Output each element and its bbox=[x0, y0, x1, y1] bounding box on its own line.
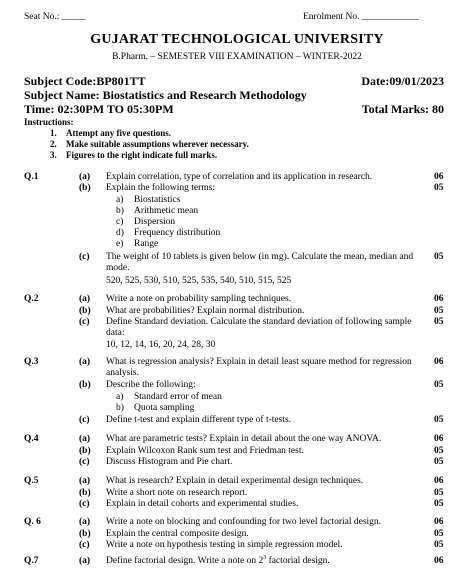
question-text: Write a note on hypothesis testing in simple regression model. bbox=[106, 540, 343, 550]
sub-label: (a) bbox=[79, 517, 91, 527]
question-text: Write a note on probability sampling techniques. bbox=[106, 294, 292, 304]
sub-label: (a) bbox=[79, 434, 91, 444]
sub-label: (c) bbox=[79, 540, 90, 550]
question-text: The weight of 10 tablets is given below (in mg). Calculate the mean, median and mode. bbox=[106, 252, 414, 273]
sub-label: (b) bbox=[79, 380, 91, 390]
marks: 05 bbox=[434, 457, 444, 467]
seat-number: Seat No.: _____ bbox=[24, 12, 86, 22]
subject-code-row bbox=[24, 74, 444, 89]
marks: 06 bbox=[434, 476, 444, 486]
sub-label: (a) bbox=[79, 294, 91, 304]
sub-label: (a) bbox=[79, 357, 91, 367]
marks: 05 bbox=[434, 499, 444, 509]
sub-label: (b) bbox=[79, 488, 91, 498]
total-marks: Total Marks: 80 bbox=[361, 102, 444, 116]
sub-label: (c) bbox=[79, 317, 90, 327]
question-text: Discuss Histogram and Pie chart. bbox=[106, 457, 233, 467]
marks: 05 bbox=[434, 252, 444, 262]
marks: 06 bbox=[434, 294, 444, 304]
marks: 06 bbox=[434, 517, 444, 527]
marks: 05 bbox=[434, 183, 444, 193]
question-text: Explain the following terms: bbox=[106, 183, 215, 193]
marks: 06 bbox=[434, 172, 444, 182]
sub-label: (a) bbox=[79, 172, 91, 182]
sub-label: (c) bbox=[79, 252, 90, 262]
question-text: Write a short note on research report. bbox=[106, 488, 248, 498]
exam-date: Date:09/01/2023 bbox=[361, 74, 444, 88]
subject-code: Subject Code:BP801TT bbox=[24, 74, 146, 88]
term-item: a) Standard error of mean bbox=[116, 392, 222, 402]
question-label: Q.2 bbox=[24, 294, 39, 304]
question-text: Explain Wilcoxon Rank sum test and Friedman test. bbox=[106, 446, 304, 456]
question-text: Explain in detail cohorts and experimental studies. bbox=[106, 499, 299, 509]
question-label: Q. 6 bbox=[24, 517, 41, 527]
question-label: Q.3 bbox=[24, 357, 39, 367]
marks: 05 bbox=[434, 306, 444, 316]
question-text: What are probabilities? Explain normal distribution. bbox=[106, 306, 305, 316]
question-text: Explain the central composite design. bbox=[106, 529, 249, 539]
instruction-item: 2. Make suitable assumptions wherever necessary. bbox=[50, 139, 249, 149]
instruction-item: 3. Figures to the right indicate full marks. bbox=[50, 150, 218, 160]
sub-label: (c) bbox=[79, 499, 90, 509]
term-item: b) Quota sampling bbox=[116, 403, 195, 413]
marks: 05 bbox=[434, 446, 444, 456]
time-row bbox=[24, 102, 444, 117]
marks: 06 bbox=[434, 357, 444, 367]
sub-label: (c) bbox=[79, 415, 90, 425]
marks: 05 bbox=[434, 529, 444, 539]
data-values: 520, 525, 530, 510, 525, 535, 540, 510, 515, 525 bbox=[106, 276, 292, 286]
sub-label: (b) bbox=[79, 446, 91, 456]
instruction-item: 1. Attempt any five questions. bbox=[50, 128, 171, 138]
question-label: Q.5 bbox=[24, 476, 39, 486]
question-label: Q.1 bbox=[24, 172, 39, 182]
exam-time: Time: 02:30PM TO 05:30PM bbox=[24, 102, 174, 116]
subject-name-row bbox=[24, 88, 444, 103]
enrolment-number: Enrolment No. ____________ bbox=[303, 12, 419, 22]
term-item: e) Range bbox=[116, 239, 159, 249]
question-text: Define t-test and explain different type of t-tests. bbox=[106, 415, 292, 425]
term-item: c) Dispersion bbox=[116, 217, 176, 227]
question-label: Q.7 bbox=[24, 556, 39, 566]
marks: 06 bbox=[434, 434, 444, 444]
marks: 06 bbox=[434, 556, 444, 566]
question-text: Define factorial design. Write a note on $2^3$ factorial design. bbox=[106, 554, 330, 566]
sub-label: (a) bbox=[79, 556, 91, 566]
question-text: Describe the following: bbox=[106, 380, 196, 390]
term-item: b) Arithmetic mean bbox=[116, 206, 199, 216]
sub-label: (b) bbox=[79, 183, 91, 193]
marks: 05 bbox=[434, 415, 444, 425]
question-text: Define Standard deviation. Calculate the standard deviation of following sample data: bbox=[106, 317, 412, 338]
question-text: What are parametric tests? Explain in detail about the one way ANOVA. bbox=[106, 434, 382, 444]
question-text: What is regression analysis? Explain in detail least square method for regression analysis. bbox=[106, 357, 412, 378]
subject-name: Subject Name: Biostatistics and Research Methodology bbox=[24, 88, 307, 102]
sub-label: (c) bbox=[79, 457, 90, 467]
marks: 05 bbox=[434, 380, 444, 390]
question-text: What is research? Explain in detail experimental design techniques. bbox=[106, 476, 364, 486]
question-text: Explain correlation, type of correlation and its application in research. bbox=[106, 172, 373, 182]
question-text: Write a note on blocking and confounding for two level factorial design. bbox=[106, 517, 382, 527]
sub-label: (b) bbox=[79, 529, 91, 539]
marks: 05 bbox=[434, 488, 444, 498]
term-item: a) Biostatistics bbox=[116, 195, 181, 205]
sub-label: (b) bbox=[79, 306, 91, 316]
university-title: GUJARAT TECHNOLOGICAL UNIVERSITY bbox=[90, 32, 384, 47]
question-label: Q.4 bbox=[24, 434, 39, 444]
exam-title: B.Pharm. – SEMESTER VIII EXAMINATION – WINTER-2022 bbox=[112, 52, 362, 62]
term-item: d) Frequency distribution bbox=[116, 228, 221, 238]
data-values: 10, 12, 14, 16, 20, 24, 28, 30 bbox=[106, 340, 216, 350]
sub-label: (a) bbox=[79, 476, 91, 486]
instructions-title: Instructions: bbox=[24, 117, 74, 127]
marks: 05 bbox=[434, 317, 444, 327]
marks: 05 bbox=[434, 540, 444, 550]
